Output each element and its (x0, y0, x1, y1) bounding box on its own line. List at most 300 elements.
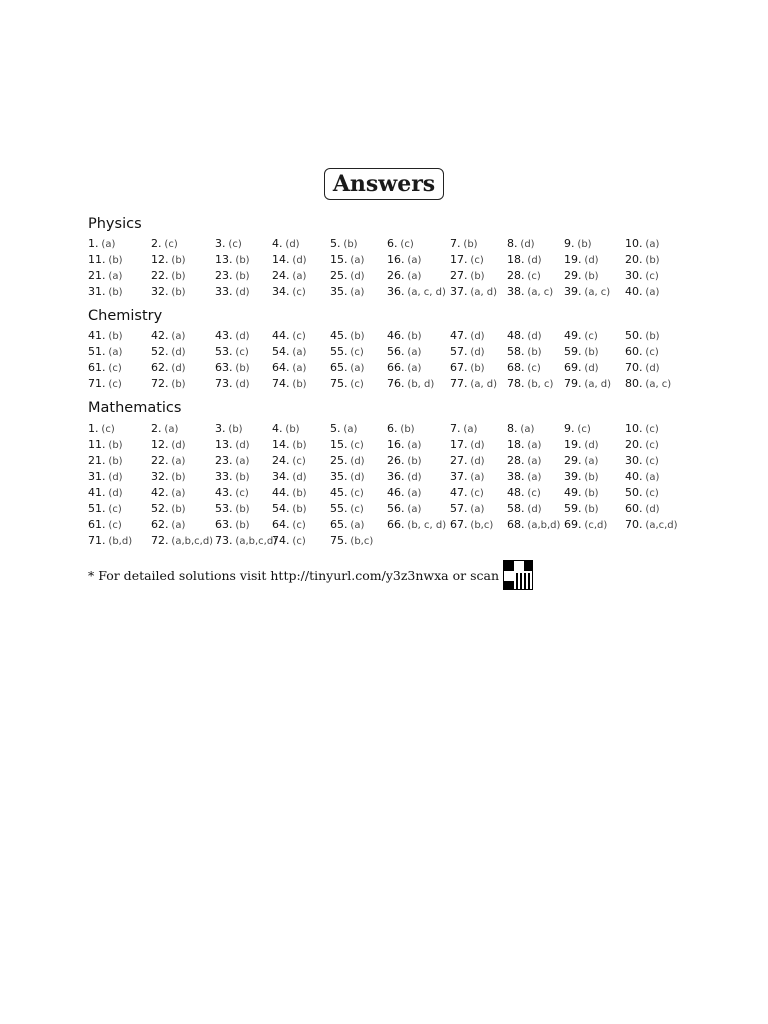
question-number: 55. (330, 345, 348, 358)
answer-item (88, 268, 151, 284)
answer-value: (c) (350, 379, 364, 390)
answer-grid-physics (88, 236, 678, 300)
answer-value: (b) (292, 504, 307, 515)
question-number: 18. (507, 253, 525, 266)
question-number: 38. (507, 285, 525, 298)
answer-value: (a) (407, 488, 422, 499)
answer-item (387, 284, 450, 300)
answer-item (330, 485, 387, 501)
question-number: 13. (215, 253, 233, 266)
answer-value: (b) (470, 271, 485, 282)
answer-item (387, 344, 450, 360)
answer-grid-chemistry (88, 328, 678, 392)
question-number: 67. (450, 361, 468, 374)
answer-value: (d) (584, 440, 599, 451)
question-number: 34. (272, 285, 290, 298)
answer-value: (b) (108, 287, 123, 298)
question-number: 45. (330, 329, 348, 342)
question-number: 57. (450, 502, 468, 515)
answer-item (564, 421, 625, 437)
question-number: 32. (151, 285, 169, 298)
question-number: 79. (564, 377, 582, 390)
answer-value: (c) (645, 271, 659, 282)
question-number: 75. (330, 534, 348, 547)
question-number: 80. (625, 377, 643, 390)
answer-item (151, 284, 215, 300)
question-number: 39. (564, 470, 582, 483)
answer-item (507, 469, 564, 485)
answer-value: (d) (470, 456, 485, 467)
question-number: 51. (88, 502, 106, 515)
answer-value: (a) (407, 440, 422, 451)
answer-value: (b, c, d) (407, 520, 447, 531)
question-number: 63. (215, 518, 233, 531)
question-number: 72. (151, 377, 169, 390)
answer-value: (c) (350, 440, 364, 451)
answer-item (564, 360, 625, 376)
question-number: 6. (387, 237, 398, 250)
question-number: 68. (507, 518, 525, 531)
question-number: 29. (564, 454, 582, 467)
question-number: 5. (330, 422, 341, 435)
answer-item (88, 376, 151, 392)
question-number: 14. (272, 438, 290, 451)
question-number: 54. (272, 345, 290, 358)
question-number: 11. (88, 438, 106, 451)
section-heading-mathematics: Mathematics (88, 400, 182, 416)
question-number: 50. (625, 486, 643, 499)
answer-item (215, 501, 272, 517)
question-number: 71. (88, 534, 106, 547)
question-number: 47. (450, 329, 468, 342)
answer-value: (a) (527, 456, 542, 467)
answer-item (330, 376, 387, 392)
answer-value: (c) (108, 363, 122, 374)
answer-item (151, 469, 215, 485)
answer-value: (b) (108, 255, 123, 266)
question-number: 40. (625, 470, 643, 483)
answer-item (215, 437, 272, 453)
question-number: 24. (272, 269, 290, 282)
qr-code-icon[interactable] (503, 560, 533, 590)
answer-item (507, 517, 564, 533)
answer-value: (a,c,d) (645, 520, 678, 531)
answer-value: (a) (520, 424, 535, 435)
question-number: 58. (507, 345, 525, 358)
answer-value: (b) (292, 488, 307, 499)
answer-value: (b) (463, 239, 478, 250)
question-number: 36. (387, 470, 405, 483)
answer-item (272, 360, 330, 376)
answer-item (151, 236, 215, 252)
answer-item (330, 533, 387, 549)
answer-value: (d) (235, 331, 250, 342)
answer-item (507, 376, 564, 392)
question-number: 28. (507, 454, 525, 467)
answer-item (387, 453, 450, 469)
question-number: 13. (215, 438, 233, 451)
answer-item (215, 268, 272, 284)
answer-item (387, 268, 450, 284)
answer-value: (c) (292, 456, 306, 467)
answer-item (272, 533, 330, 549)
answer-value: (d) (527, 255, 542, 266)
question-number: 73. (215, 534, 233, 547)
question-number: 42. (151, 486, 169, 499)
answer-value: (c) (470, 255, 484, 266)
question-number: 28. (507, 269, 525, 282)
answer-item (450, 328, 507, 344)
question-number: 44. (272, 329, 290, 342)
answer-item (88, 453, 151, 469)
answer-item (330, 501, 387, 517)
answer-value: (b, d) (407, 379, 435, 390)
question-number: 70. (625, 361, 643, 374)
answer-value: (d) (470, 347, 485, 358)
answer-value: (c) (228, 239, 242, 250)
answer-item (272, 517, 330, 533)
question-number: 19. (564, 438, 582, 451)
answer-item (272, 469, 330, 485)
section-heading-chemistry: Chemistry (88, 308, 163, 324)
answer-item (330, 437, 387, 453)
answer-item (564, 376, 625, 392)
question-number: 27. (450, 269, 468, 282)
question-number: 37. (450, 285, 468, 298)
answer-value: (b) (171, 271, 186, 282)
answer-value: (d) (527, 331, 542, 342)
answer-value: (c,d) (584, 520, 608, 531)
answer-item (215, 485, 272, 501)
answer-value: (b) (108, 331, 123, 342)
question-number: 23. (215, 454, 233, 467)
answer-item (450, 360, 507, 376)
answer-value: (a) (235, 456, 250, 467)
answer-item (387, 360, 450, 376)
answer-value: (c) (645, 347, 659, 358)
question-number: 74. (272, 377, 290, 390)
question-number: 10. (625, 237, 643, 250)
question-number: 77. (450, 377, 468, 390)
answer-value: (b) (645, 331, 660, 342)
question-number: 74. (272, 534, 290, 547)
question-number: 1. (88, 237, 99, 250)
question-number: 31. (88, 470, 106, 483)
question-number: 38. (507, 470, 525, 483)
answer-item (215, 236, 272, 252)
answer-item (450, 236, 507, 252)
answer-item (450, 252, 507, 268)
answer-item (564, 236, 625, 252)
answer-value: (c) (645, 456, 659, 467)
answer-item (330, 469, 387, 485)
answer-value: (d) (470, 331, 485, 342)
question-number: 15. (330, 253, 348, 266)
question-number: 50. (625, 329, 643, 342)
question-number: 22. (151, 454, 169, 467)
question-number: 24. (272, 454, 290, 467)
answer-item (625, 252, 685, 268)
answer-value: (c) (527, 271, 541, 282)
answer-item (215, 328, 272, 344)
answer-value: (a) (343, 424, 358, 435)
answer-item (564, 469, 625, 485)
answer-value: (b) (171, 287, 186, 298)
question-number: 75. (330, 377, 348, 390)
answer-item (272, 236, 330, 252)
answer-item (330, 328, 387, 344)
question-number: 57. (450, 345, 468, 358)
question-number: 16. (387, 438, 405, 451)
question-number: 29. (564, 269, 582, 282)
answer-value: (b,d) (108, 536, 133, 547)
answer-item (272, 453, 330, 469)
answer-item (507, 236, 564, 252)
answer-value: (b) (235, 472, 250, 483)
question-number: 39. (564, 285, 582, 298)
answer-value: (d) (584, 255, 599, 266)
question-number: 36. (387, 285, 405, 298)
question-number: 68. (507, 361, 525, 374)
answer-item (272, 328, 330, 344)
answer-item (387, 469, 450, 485)
answer-item (215, 533, 278, 549)
answer-item (507, 437, 564, 453)
answer-value: (b) (171, 379, 186, 390)
question-number: 21. (88, 269, 106, 282)
answer-item (625, 485, 685, 501)
answer-value: (d) (171, 363, 186, 374)
answer-item (88, 533, 151, 549)
answer-item (625, 284, 685, 300)
answer-item (450, 485, 507, 501)
answer-value: (a) (470, 472, 485, 483)
answer-item (450, 517, 507, 533)
answer-value: (c) (470, 488, 484, 499)
answer-value: (c) (164, 239, 178, 250)
question-number: 35. (330, 470, 348, 483)
question-number: 14. (272, 253, 290, 266)
answer-value: (a, c, d) (407, 287, 446, 298)
question-number: 11. (88, 253, 106, 266)
answer-value: (a) (108, 347, 123, 358)
question-number: 3. (215, 237, 226, 250)
answer-value: (a,b,c,d) (171, 536, 214, 547)
answer-value: (c) (584, 331, 598, 342)
answer-item (88, 517, 151, 533)
answer-value: (b) (645, 255, 660, 266)
answer-value: (a) (407, 363, 422, 374)
answer-value: (c) (350, 488, 364, 499)
question-number: 17. (450, 438, 468, 451)
answer-value: (d) (235, 379, 250, 390)
question-number: 65. (330, 518, 348, 531)
answer-item (272, 284, 330, 300)
answer-item (330, 284, 387, 300)
answer-item (625, 344, 685, 360)
question-number: 22. (151, 269, 169, 282)
question-number: 5. (330, 237, 341, 250)
answer-item (564, 501, 625, 517)
answer-value: (b,c) (350, 536, 374, 547)
question-number: 4. (272, 422, 283, 435)
answer-value: (a) (292, 271, 307, 282)
answer-item (151, 453, 215, 469)
question-number: 78. (507, 377, 525, 390)
answer-item (564, 437, 625, 453)
answer-value: (d) (350, 271, 365, 282)
answer-item (625, 469, 685, 485)
answer-value: (c) (350, 504, 364, 515)
question-number: 61. (88, 361, 106, 374)
answer-value: (a, d) (470, 287, 498, 298)
question-number: 35. (330, 285, 348, 298)
answer-item (151, 517, 215, 533)
question-number: 41. (88, 329, 106, 342)
question-number: 18. (507, 438, 525, 451)
answer-item (88, 236, 151, 252)
answer-value: (c) (292, 331, 306, 342)
answer-value: (b, c) (527, 379, 554, 390)
answer-value: (a) (407, 255, 422, 266)
question-number: 26. (387, 454, 405, 467)
question-number: 61. (88, 518, 106, 531)
answer-value: (a, c) (527, 287, 554, 298)
question-number: 52. (151, 345, 169, 358)
answer-item (625, 268, 685, 284)
question-number: 27. (450, 454, 468, 467)
answer-item (450, 501, 507, 517)
question-number: 17. (450, 253, 468, 266)
answer-item (450, 268, 507, 284)
question-number: 64. (272, 361, 290, 374)
answer-item (387, 485, 450, 501)
answer-item (625, 376, 685, 392)
page-title: Answers (324, 168, 444, 200)
answer-value: (a,b,c,d) (235, 536, 278, 547)
answer-item (564, 252, 625, 268)
answer-item (387, 252, 450, 268)
answer-value: (a) (171, 456, 186, 467)
answer-value: (b,c) (470, 520, 494, 531)
question-number: 70. (625, 518, 643, 531)
answer-value: (b) (584, 347, 599, 358)
answer-value: (a) (171, 520, 186, 531)
question-number: 48. (507, 486, 525, 499)
answer-item (215, 284, 272, 300)
answer-value: (b) (407, 456, 422, 467)
answer-value: (a) (645, 287, 660, 298)
question-number: 23. (215, 269, 233, 282)
answer-value: (a) (171, 331, 186, 342)
question-number: 63. (215, 361, 233, 374)
answer-item (151, 421, 215, 437)
question-number: 7. (450, 422, 461, 435)
answer-item (507, 360, 564, 376)
question-number: 49. (564, 329, 582, 342)
question-number: 60. (625, 345, 643, 358)
answer-item (88, 344, 151, 360)
question-number: 46. (387, 486, 405, 499)
answer-item (507, 421, 564, 437)
answer-value: (d) (645, 504, 660, 515)
question-number: 53. (215, 345, 233, 358)
section-heading-physics: Physics (88, 216, 142, 232)
answer-item (450, 421, 507, 437)
answer-item (387, 421, 450, 437)
answer-item (564, 268, 625, 284)
answer-value: (b) (235, 504, 250, 515)
question-number: 73. (215, 377, 233, 390)
question-number: 37. (450, 470, 468, 483)
answer-value: (b) (343, 239, 358, 250)
answer-item (272, 485, 330, 501)
answer-value: (b) (171, 255, 186, 266)
answer-item (272, 376, 330, 392)
answer-value: (b) (527, 347, 542, 358)
answer-value: (c) (350, 347, 364, 358)
answer-item (507, 284, 564, 300)
answer-value: (a) (645, 239, 660, 250)
answer-item (387, 501, 450, 517)
answer-item (387, 376, 450, 392)
answer-value: (b) (584, 488, 599, 499)
answer-value: (a) (350, 287, 365, 298)
answer-value: (b) (292, 379, 307, 390)
answer-item (625, 421, 685, 437)
question-number: 48. (507, 329, 525, 342)
answer-item (625, 236, 685, 252)
answer-item (88, 485, 151, 501)
question-number: 71. (88, 377, 106, 390)
answer-value: (c) (292, 520, 306, 531)
answer-item (330, 517, 387, 533)
answer-item (450, 469, 507, 485)
question-number: 62. (151, 518, 169, 531)
answer-item (330, 252, 387, 268)
question-number: 43. (215, 486, 233, 499)
question-number: 62. (151, 361, 169, 374)
question-number: 47. (450, 486, 468, 499)
answer-value: (c) (645, 440, 659, 451)
answer-value: (a) (527, 472, 542, 483)
answer-item (88, 284, 151, 300)
answer-item (88, 421, 151, 437)
answer-item (330, 421, 387, 437)
answer-item (215, 421, 272, 437)
answer-item (625, 501, 685, 517)
answer-value: (a) (108, 271, 123, 282)
answer-value: (d) (108, 472, 123, 483)
question-number: 20. (625, 253, 643, 266)
answer-item (387, 328, 450, 344)
question-number: 60. (625, 502, 643, 515)
answer-value: (c) (235, 347, 249, 358)
question-number: 10. (625, 422, 643, 435)
question-number: 19. (564, 253, 582, 266)
answer-value: (a) (350, 363, 365, 374)
answer-item (151, 533, 215, 549)
question-number: 9. (564, 422, 575, 435)
answer-value: (d) (350, 456, 365, 467)
answer-value: (c) (400, 239, 414, 250)
question-number: 20. (625, 438, 643, 451)
answer-item (215, 360, 272, 376)
answer-value: (d) (527, 504, 542, 515)
question-number: 3. (215, 422, 226, 435)
answer-item (564, 517, 625, 533)
question-number: 40. (625, 285, 643, 298)
